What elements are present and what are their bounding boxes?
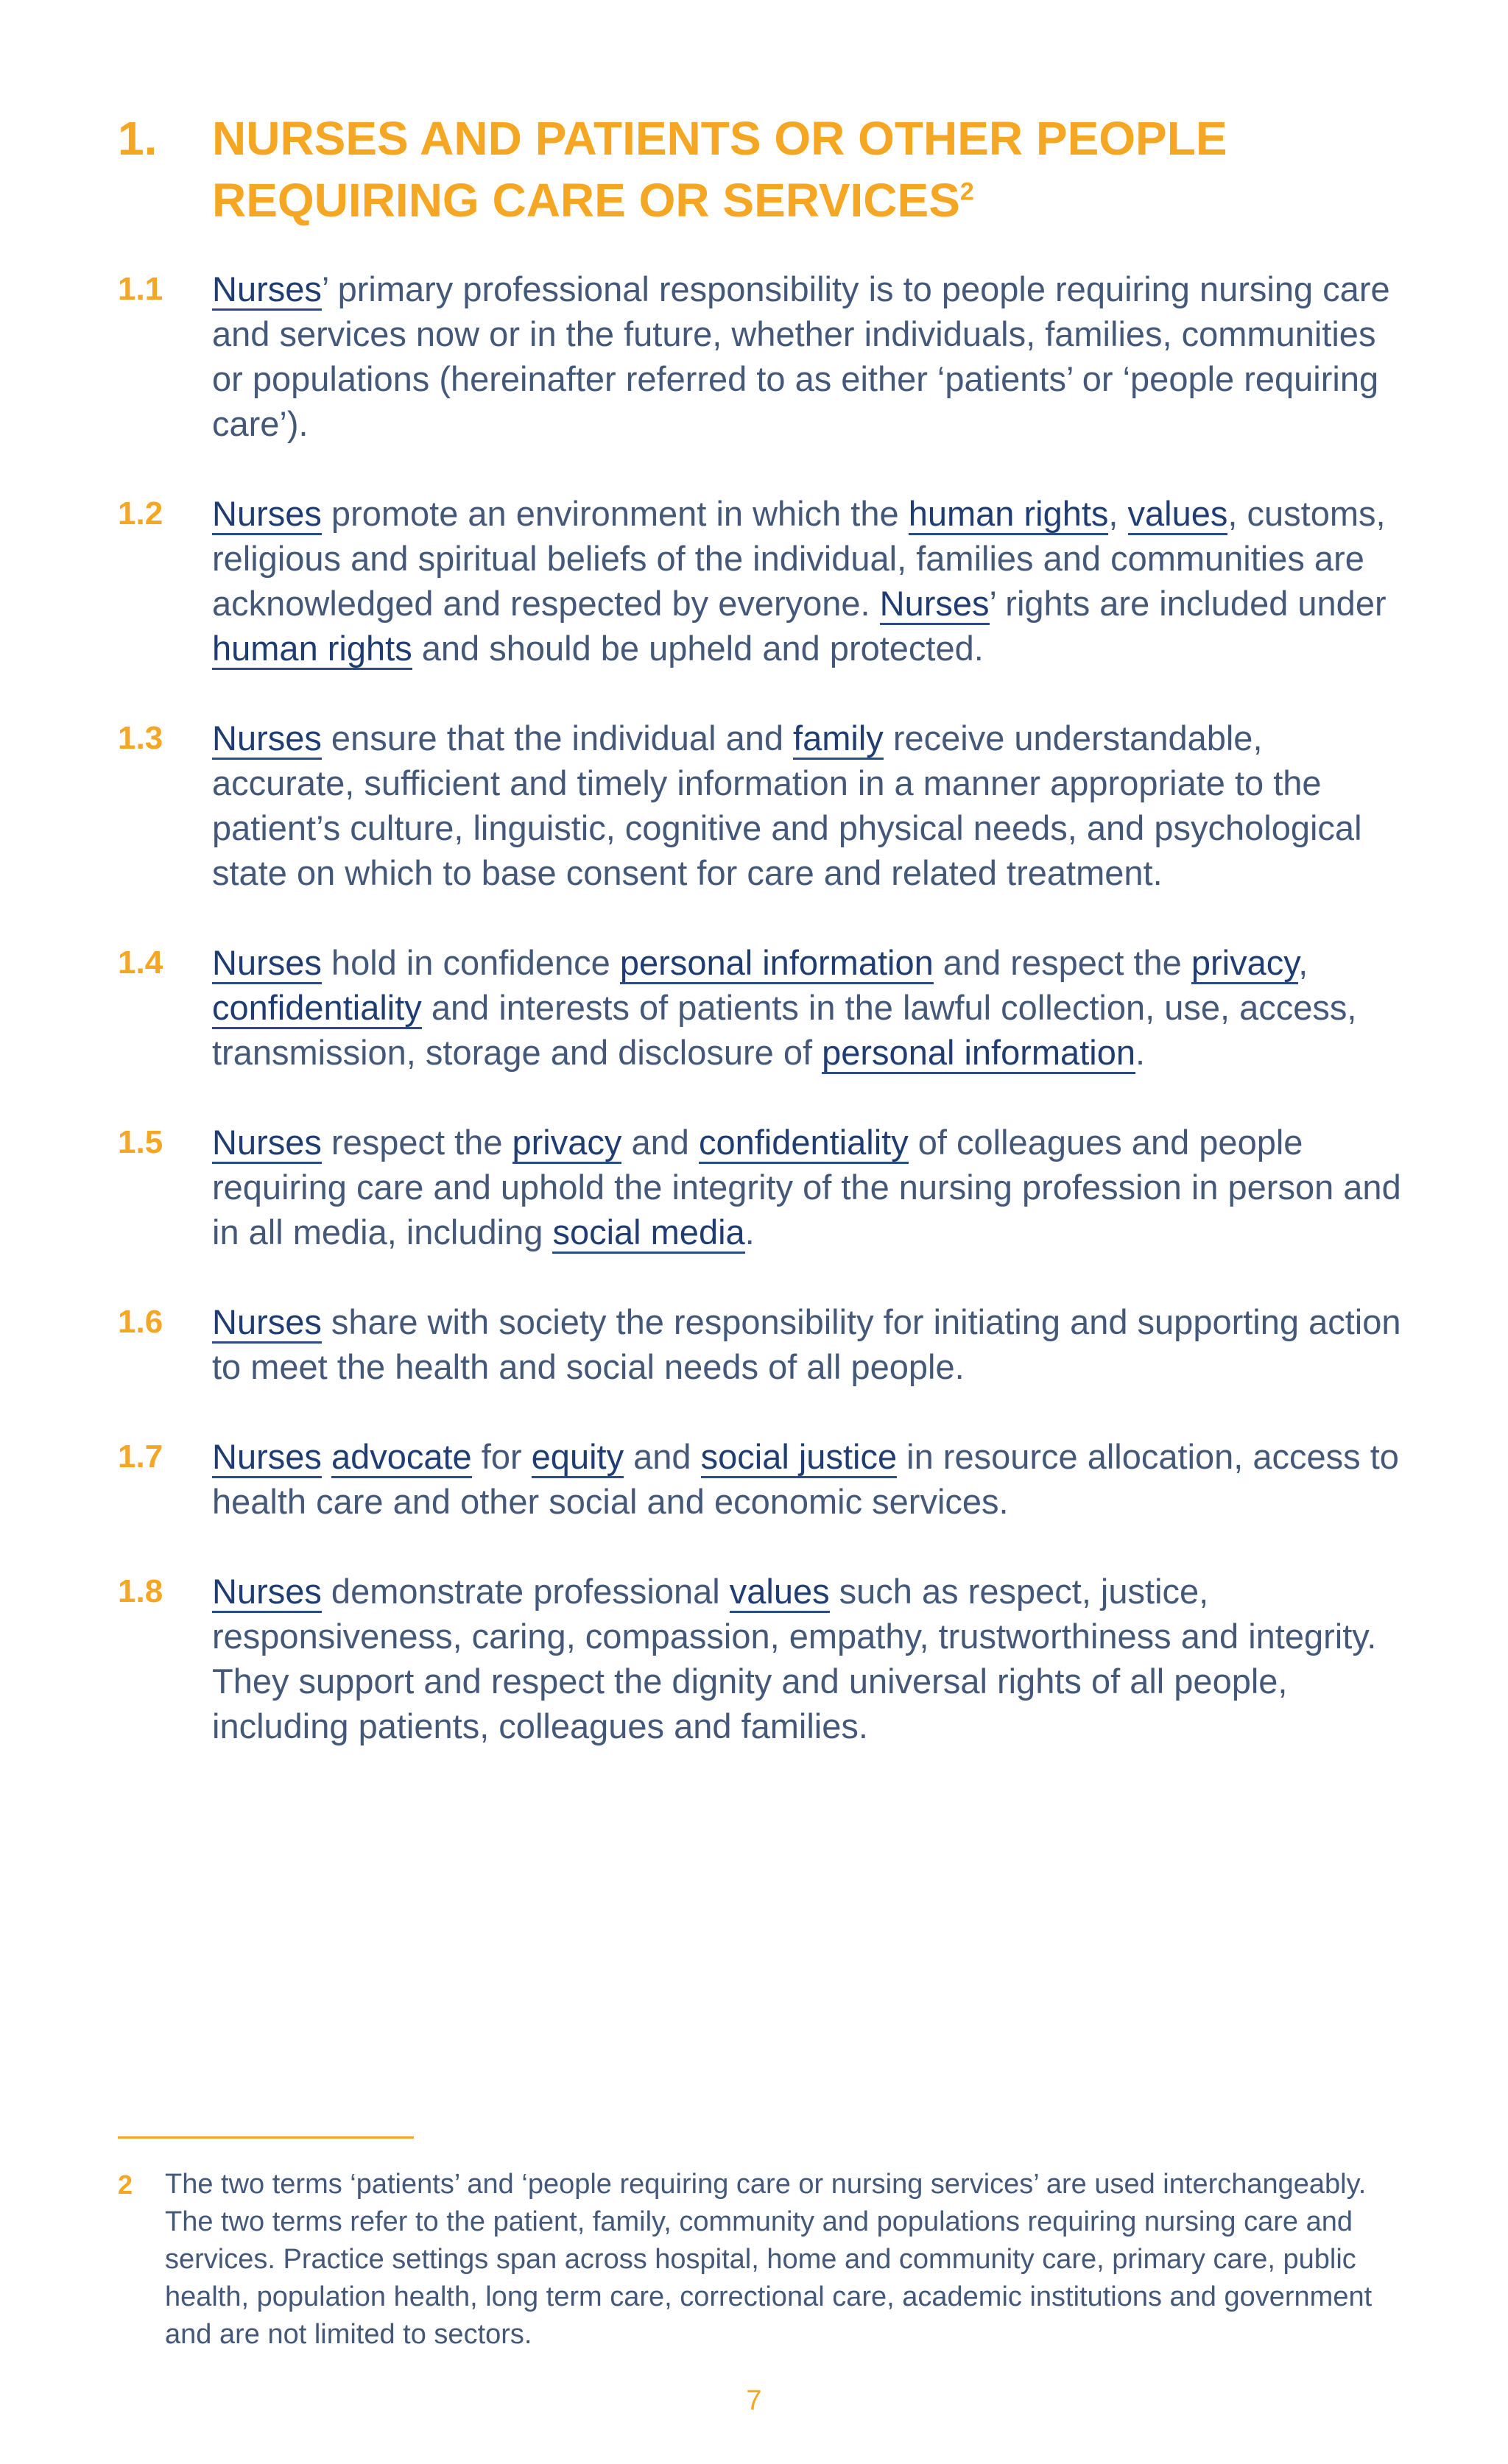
glossary-term-link[interactable]: values: [1128, 494, 1228, 535]
clause-text-segment: respect the: [321, 1123, 512, 1162]
footnote-divider: [118, 2136, 414, 2139]
glossary-term-link[interactable]: equity: [532, 1437, 624, 1478]
clause-text-segment: ’ rights are included under: [989, 584, 1387, 623]
glossary-term-link[interactable]: Nurses: [212, 1123, 322, 1164]
footnote-number: 2: [118, 2170, 133, 2200]
clause-text-segment: demonstrate professional: [321, 1572, 730, 1611]
clause-text-segment: of colleagues and people requiring care and uphold the integrity of the nursing profession in person and in all media, including: [212, 1123, 1401, 1252]
glossary-term-link[interactable]: Nurses: [212, 494, 322, 535]
clause-number: 1.3: [118, 720, 163, 756]
glossary-term-link[interactable]: Nurses: [880, 584, 990, 625]
clause-text-segment: ,: [1108, 494, 1128, 533]
clause-text-segment: .: [1135, 1033, 1146, 1072]
clause-text-segment: , customs, religious and spiritual beliefs of the individual, families and communities are acknowledged and respected by everyone.: [212, 494, 1386, 623]
glossary-term-link[interactable]: personal information: [620, 943, 934, 984]
glossary-term-link[interactable]: Nurses: [212, 1437, 322, 1478]
clause-list: [118, 266, 1414, 1793]
glossary-term-link[interactable]: privacy: [1191, 943, 1298, 984]
clause-number: 1.1: [118, 271, 163, 307]
clause-text: [212, 266, 1414, 446]
glossary-term-link[interactable]: personal information: [822, 1033, 1135, 1074]
glossary-term-link[interactable]: social justice: [701, 1437, 897, 1478]
clause-text: [212, 1569, 1414, 1748]
glossary-term-link[interactable]: social media: [552, 1212, 744, 1254]
section-title-line-2: REQUIRING CARE OR SERVICES: [212, 174, 960, 227]
clause-number: 1.5: [118, 1124, 163, 1160]
glossary-term-link[interactable]: Nurses: [212, 1572, 322, 1613]
clause-text-segment: ,: [1298, 943, 1308, 982]
footnote-reference[interactable]: 2: [959, 177, 974, 206]
glossary-term-link[interactable]: human rights: [212, 629, 412, 670]
clause-item: [118, 266, 1414, 446]
glossary-term-link[interactable]: human rights: [909, 494, 1109, 535]
clause-number: 1.7: [118, 1438, 163, 1475]
clause-text-segment: ensure that the individual and: [321, 719, 794, 758]
footnote: [118, 2166, 1384, 2354]
section-title: [212, 107, 1399, 231]
clause-item: [118, 1299, 1414, 1389]
clause-text-segment: in resource allocation, access to health care and other social and economic services.: [212, 1437, 1399, 1521]
clause-item: [118, 716, 1414, 895]
glossary-term-link[interactable]: privacy: [512, 1123, 622, 1164]
clause-text: [212, 1120, 1414, 1254]
clause-text: [212, 491, 1414, 671]
clause-text-segment: promote an environment in which the: [321, 494, 909, 533]
clause-item: [118, 1120, 1414, 1254]
clause-number: 1.8: [118, 1573, 163, 1609]
clause-text-segment: such as respect, justice, responsiveness, caring, compassion, empathy, trustworthiness and integrity. They support and respect the dignity and universal rights of all people, including patients, colleagues and families.: [212, 1572, 1377, 1745]
section-title-line-1: NURSES AND PATIENTS OR OTHER PEOPLE: [212, 112, 1227, 165]
clause-text: [212, 1299, 1414, 1389]
glossary-term-link[interactable]: confidentiality: [212, 988, 422, 1029]
glossary-term-link[interactable]: Nurses: [212, 269, 322, 311]
clause-text-segment: and: [621, 1123, 699, 1162]
clause-text-segment: for: [471, 1437, 532, 1476]
footnote-text: The two terms ‘patients’ and ‘people requiring care or nursing services’ are used interchangeably. The two terms refer to the patient, family, community and populations requiring nursing care and services. Practice settings span across hospital, home and community care, primary care, public health, population health, long term care, correctional care, academic institutions and government and are not limited to sectors.: [165, 2169, 1373, 2350]
clause-text-segment: .: [744, 1212, 755, 1252]
glossary-term-link[interactable]: Nurses: [212, 943, 322, 984]
clause-item: [118, 491, 1414, 671]
glossary-term-link[interactable]: values: [730, 1572, 830, 1613]
clause-text-segment: hold in confidence: [321, 943, 620, 982]
clause-text-segment: and respect the: [933, 943, 1191, 982]
clause-item: [118, 1569, 1414, 1748]
page-number: 7: [746, 2385, 762, 2416]
clause-text: [212, 716, 1414, 895]
clause-text-segment: share with society the responsibility for initiating and supporting action to meet the health and social needs of all people.: [212, 1302, 1401, 1386]
section-heading: [118, 107, 1399, 231]
glossary-term-link[interactable]: Nurses: [212, 1302, 322, 1344]
clause-text-segment: [322, 1437, 331, 1476]
glossary-term-link[interactable]: advocate: [331, 1437, 472, 1478]
clause-text-segment: and: [624, 1437, 701, 1476]
clause-text-segment: receive understandable, accurate, sufficient and timely information in a manner appropriate to the patient’s culture, linguistic, cognitive and physical needs, and psychological state on which to base consent for care and related treatment.: [212, 719, 1362, 892]
clause-number: 1.6: [118, 1304, 163, 1340]
glossary-term-link[interactable]: confidentiality: [699, 1123, 909, 1164]
clause-text: [212, 1434, 1414, 1524]
clause-text-segment: and should be upheld and protected.: [412, 629, 984, 668]
clause-number: 1.2: [118, 495, 163, 532]
clause-text-segment: and interests of patients in the lawful collection, use, access, transmission, storage and disclosure of: [212, 988, 1357, 1072]
clause-item: [118, 940, 1414, 1075]
clause-number: 1.4: [118, 945, 163, 981]
glossary-term-link[interactable]: family: [793, 719, 884, 760]
clause-text: [212, 940, 1414, 1075]
glossary-term-link[interactable]: Nurses: [212, 719, 322, 760]
section-number: 1.: [118, 112, 158, 165]
clause-text-segment: ’ primary professional responsibility is to people requiring nursing care and services now or in the future, whether individuals, families, communities or populations (hereinafter referred to as either ‘patients’ or ‘people requiring care’).: [212, 269, 1390, 443]
clause-item: [118, 1434, 1414, 1524]
